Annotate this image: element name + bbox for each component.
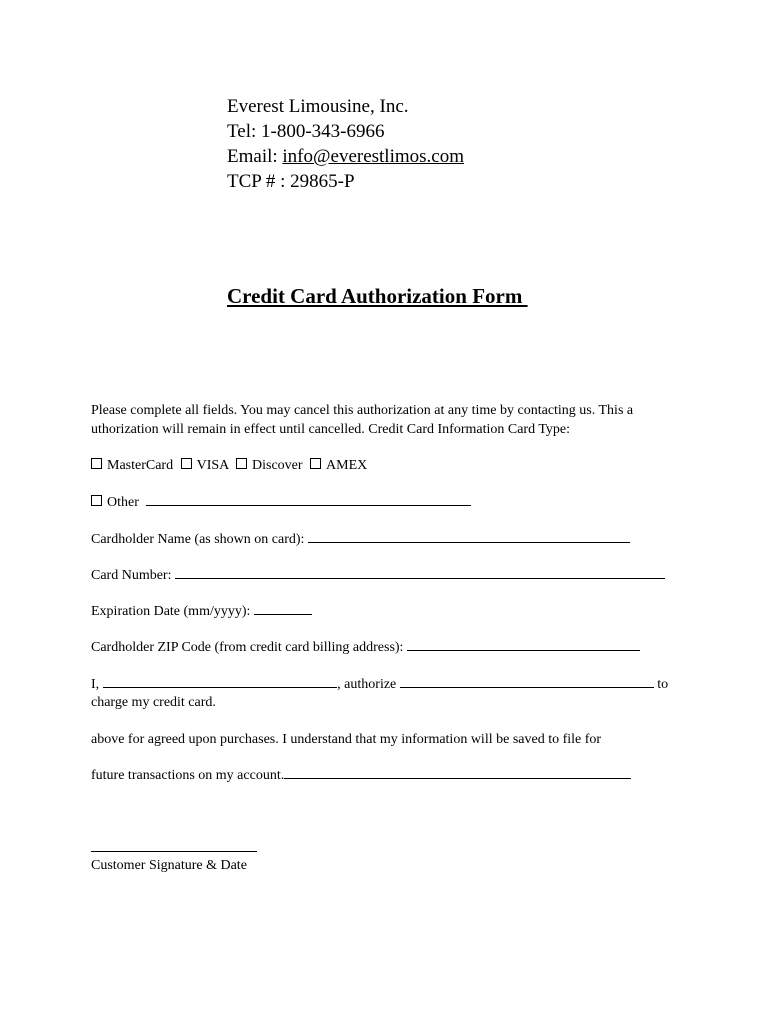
mastercard-checkbox[interactable] [91, 458, 102, 469]
email-link[interactable]: info@everestlimos.com [282, 146, 465, 167]
company-tel: Tel: 1-800-343-6966 [227, 121, 385, 142]
company-name: Everest Limousine, Inc. [227, 96, 409, 117]
intro-line-1: Please complete all fields. You may cancel this authorization at any time by contacting us. This a [91, 403, 634, 418]
zip-field[interactable] [407, 638, 640, 651]
intro-line-2: uthorization will remain in effect until cancelled. Credit Card Information Card Type: [91, 422, 571, 437]
zip-row [91, 638, 691, 657]
amex-label: AMEX [326, 458, 368, 473]
form-intro [91, 401, 691, 439]
email-label: Email: [227, 146, 283, 167]
card-number-label: Card Number: [91, 568, 172, 583]
mastercard-label: MasterCard [107, 458, 174, 473]
expiration-field[interactable] [254, 602, 312, 615]
future-transactions-field[interactable] [284, 766, 631, 779]
future-transactions-label: future transactions on my account. [91, 768, 285, 783]
cardholder-name-label: Cardholder Name (as shown on card): [91, 532, 305, 547]
zip-label: Cardholder ZIP Code (from credit card billing address): [91, 640, 404, 655]
company-header [227, 94, 464, 194]
authorize-line-2: charge my credit card. [91, 695, 216, 710]
company-authorize-field[interactable] [400, 675, 654, 688]
authorize-suffix: to [657, 677, 669, 692]
card-number-row [91, 566, 691, 585]
signature-label: Customer Signature & Date [91, 858, 247, 873]
authorize-row [91, 675, 691, 694]
visa-checkbox[interactable] [181, 458, 192, 469]
visa-label: VISA [196, 458, 229, 473]
other-checkbox[interactable] [91, 495, 102, 506]
other-field[interactable] [146, 493, 471, 506]
other-label: Other [107, 495, 139, 510]
discover-checkbox[interactable] [236, 458, 247, 469]
card-number-field[interactable] [175, 566, 665, 579]
signature-line[interactable] [91, 851, 257, 852]
discover-label: Discover [252, 458, 303, 473]
future-transactions-row [91, 766, 691, 785]
expiration-label: Expiration Date (mm/yyyy): [91, 604, 251, 619]
purchases-line: above for agreed upon purchases. I understand that my information will be saved to file for [91, 732, 602, 747]
company-tcp: TCP # : 29865-P [227, 171, 355, 192]
company-email [227, 144, 464, 169]
expiration-row [91, 602, 691, 621]
form-title: Credit Card Authorization Form [227, 284, 528, 308]
cardholder-name-field[interactable] [308, 530, 630, 543]
cardholder-name-row [91, 530, 691, 549]
authorize-prefix: I, [91, 677, 100, 692]
authorize-mid: , authorize [337, 677, 397, 692]
card-type-options [91, 456, 691, 475]
other-row [91, 493, 691, 512]
cardholder-authorize-field[interactable] [103, 675, 337, 688]
amex-checkbox[interactable] [310, 458, 321, 469]
